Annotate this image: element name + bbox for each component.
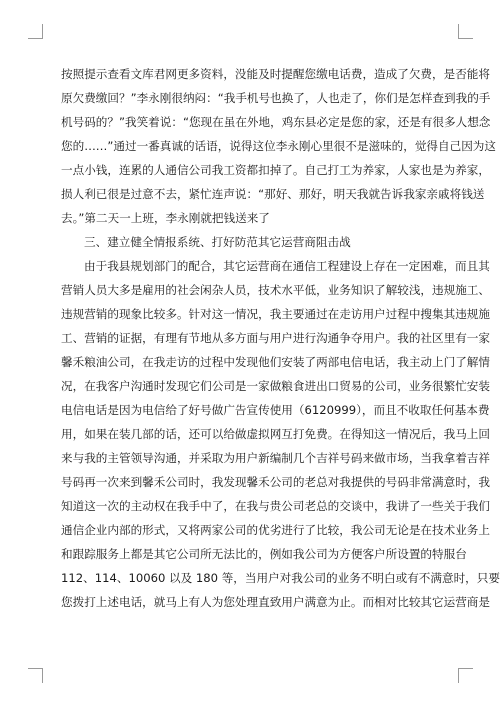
text-line: 您的……”通过一番真诚的话语，说得这位李永刚心里很不是滋味的，觉得自己因为这 [61,139,496,153]
text-line: 营销人员大多是雇用的社会闲杂人员，技术水平低，业务知识了解较浅，违规施工、 [61,283,490,297]
text-line: 按照提示查看文库君网更多资料，没能及时提醒您缴电话费，造成了欠费，是否能将 [61,67,490,81]
text-line: 和跟踪服务上都是其它公司所无法比的，例如我公司为方便客户所设置的特服台 [61,547,467,561]
text-line: 由于我县规划部门的配合，其它运营商在通信工程建设上存在一定困难，而且其 [84,259,490,273]
text-line: 您拨打上述电话，就马上有人为您处理直致用户满意为止。而相对比较其它运营商是 [61,595,490,609]
text-line: 用，如果在装几部的话，还可以给做虚拟网互打免费。在得知这一情况后，我马上回 [61,427,490,441]
crop-mark-top-right [458,24,473,39]
text-line: 馨禾粮油公司，在我走访的过程中发现他们安装了两部电信电话，我主动上门了解情 [61,355,490,369]
crop-mark-bottom-right [458,668,473,683]
text-line: 工、营销的证据，有理有节地从多方面与用户进行沟通争夺用户。我的社区里有一家 [61,331,490,345]
crop-mark-top-left [28,24,43,39]
document-body [61,62,500,614]
text-line: 损人利已很是过意不去，紧忙连声说：“那好、那好，明天我就告诉我家亲戚将钱送 [61,187,485,201]
text-line: 通信企业内部的形式，又将两家公司的优劣进行了比较，我公司无论是在技术业务上 [61,523,490,537]
text-line: 来与我的主管领导沟通，并采取为用户新编制几个吉祥号码来做市场，当我拿着吉祥 [61,451,490,465]
text-line: 违规营销的现象比较多。针对这一情况，我主要通过在走访用户过程中搜集其违规施 [61,307,490,321]
text-line: 原欠费缴回？”李永刚很纳闷：“我手机号也换了，人也走了，你们是怎样查到我的手 [61,91,491,105]
text-line: 电信电话是因为电信给了好号做广告宣传使用（6120999），而且不收取任何基本费 [61,403,490,417]
text-line: 一点小钱，连累的人通信公司我工资都扣掉了。自己打工为养家，人家也是为养家， [61,163,490,177]
text-line: 去。”第二天一上班，李永刚就把钱送来了 [61,211,270,225]
text-line: 知道这一次的主动权在我手中了，在我与贵公司老总的交谈中，我讲了一些关于我们 [61,499,490,513]
text-line: 机号码的？”我笑着说：“您现在虽在外地，鸡东县必定是您的家，还是有很多人想念 [61,115,491,129]
text-line: 112、114、10060 以及 180 等，当用户对我公司的业务不明白或有不满意时，只要 [61,571,500,585]
text-line: 号码再一次来到馨禾公司时，我发现馨禾公司的老总对我提供的号码非常满意时，我 [61,475,490,489]
text-line: 况，在我客户沟通时发现它们公司是一家做粮食进出口贸易的公司，业务很繁忙安装 [61,379,490,393]
crop-mark-bottom-left [28,668,43,683]
text-line: 三、建立健全情报系统、打好防范其它运营商阻击战 [84,235,351,249]
